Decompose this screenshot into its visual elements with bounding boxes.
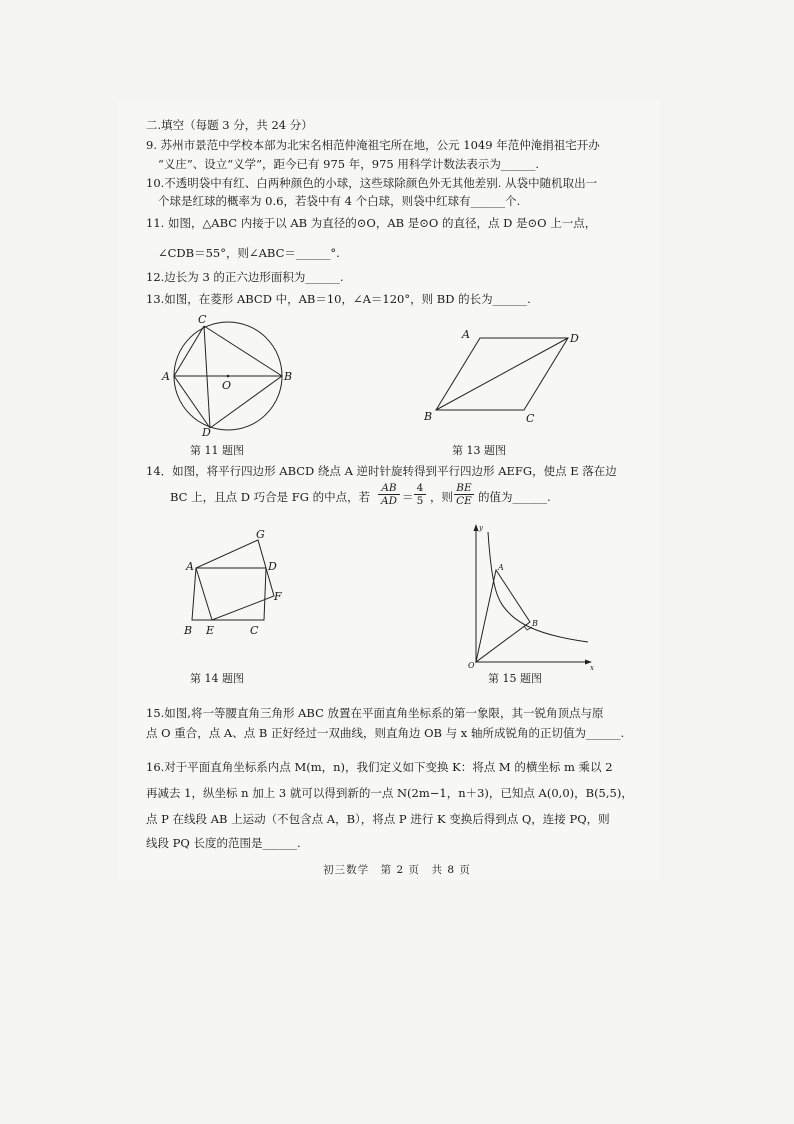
label-O: O — [468, 661, 475, 670]
section-heading: 二.填空（每题 3 分，共 24 分） — [146, 118, 313, 132]
label-D: D — [268, 560, 277, 573]
label-C: C — [198, 313, 207, 326]
q10-line2: 个球是红球的概率为 0.6，若袋中有 4 个白球，则袋中红球有______个. — [158, 194, 521, 208]
q15-line2: 点 O 重合，点 A、点 B 正好经过一双曲线，则直角边 OB 与 x 轴所成锐角的正切值为______. — [146, 726, 625, 740]
q14-fraction-4-5 — [414, 482, 426, 507]
q14-mid: ，则 — [430, 490, 453, 504]
fig11-caption: 第 11 题图 — [190, 444, 244, 457]
label-A: A — [498, 563, 504, 572]
q15-line1: 15.如图,将一等腰直角三角形 ABC 放置在平面直角坐标系的第一象限，其一锐角顶点与原 — [146, 706, 604, 720]
segment-cb — [204, 326, 282, 376]
fig14-caption: 第 14 题图 — [190, 672, 244, 685]
label-O: O — [222, 379, 232, 392]
segment-ad — [174, 376, 210, 428]
q14-line1: 14．如图，将平行四边形 ABCD 绕点 A 逆时针旋转得到平行四边形 AEFG，使点 E 落在边 — [146, 464, 617, 478]
figure-13 — [420, 326, 590, 426]
frac2-num: 4 — [416, 482, 424, 494]
q11-line2: ∠CDB＝55°，则∠ABC＝______°. — [158, 246, 340, 260]
frac1-den: AD — [378, 494, 400, 507]
q11-line1: 11. 如图，△ABC 内接于以 AB 为直径的⊙O，AB 是⊙O 的直径，点 D 是⊙O 上一点， — [146, 216, 597, 230]
q9-line2: “义庄”、设立“义学”，距今已有 975 年，975 用科学计数法表示为______. — [158, 157, 540, 171]
q14-eq: ＝ — [402, 490, 414, 504]
label-x: x — [590, 664, 594, 672]
label-F: F — [274, 590, 282, 603]
q16-line1: 16.对于平面直角坐标系内点 M(m，n)，我们定义如下变换 K：将点 M 的横坐标 m 乘以 2 — [146, 760, 613, 774]
frac1-num: AB — [381, 482, 397, 494]
parallelogram-abcd — [192, 568, 266, 620]
q12-line1: 12.边长为 3 的正六边形面积为______. — [146, 270, 344, 284]
label-B: B — [284, 370, 293, 383]
label-B: B — [532, 619, 538, 628]
label-D: D — [202, 426, 211, 439]
q16-line2: 再减去 1，纵坐标 n 加上 3 就可以得到新的一点 N(2m−1，n＋3)，已知点 A(0,0)，B(5,5)， — [146, 786, 633, 800]
label-E: E — [206, 624, 215, 637]
q13-line1: 13.如图，在菱形 ABCD 中，AB＝10，∠A＝120°，则 BD 的长为______. — [146, 292, 531, 306]
label-B: B — [424, 410, 433, 423]
triangle-oab — [476, 570, 530, 662]
fig15-caption: 第 15 题图 — [488, 672, 542, 685]
label-B: B — [184, 624, 193, 637]
segment-ac — [174, 326, 204, 376]
page-footer: 初三数学 第 2 页 共 8 页 — [323, 864, 471, 876]
frac3-num: BE — [456, 482, 472, 494]
q14-line2-post: 的值为______. — [478, 490, 551, 504]
q14-fraction-ab-ad — [378, 482, 400, 507]
hyperbola — [488, 532, 588, 642]
q16-line3: 点 P 在线段 AB 上运动（不包含点 A，B），将点 P 进行 K 变换后得到点 Q，连接 PQ，则 — [146, 812, 610, 826]
q9-line1: 9. 苏州市景范中学校本部为北宋名相范仲淹祖宅所在地，公元 1049 年范仲淹捐祖宅开办 — [146, 138, 600, 152]
label-A: A — [162, 370, 170, 383]
parallelogram-aefg — [196, 540, 274, 620]
label-A: A — [186, 560, 194, 573]
label-C: C — [250, 624, 259, 637]
q16-line4: 线段 PQ 长度的范围是______. — [146, 836, 301, 850]
label-y: y — [479, 524, 483, 532]
segment-db — [210, 376, 282, 428]
q10-line1: 10.不透明袋中有红、白两种颜色的小球，这些球除颜色外无其他差别. 从袋中随机取出一 — [146, 176, 598, 190]
label-G: G — [256, 528, 265, 541]
figure-11 — [160, 312, 300, 437]
figure-15 — [464, 522, 604, 670]
fig13-caption: 第 13 题图 — [452, 444, 506, 457]
q14-line2-pre: BC 上，且点 D 巧合是 FG 的中点，若 — [170, 490, 371, 504]
figure-14 — [182, 528, 292, 640]
frac2-den: 5 — [414, 494, 426, 507]
frac3-den: CE — [454, 494, 474, 507]
label-A: A — [462, 328, 470, 341]
y-axis-arrow — [474, 524, 479, 531]
q14-fraction-be-ce — [454, 482, 474, 507]
diagonal-bd — [436, 338, 568, 410]
label-D: D — [570, 332, 579, 345]
center-dot — [227, 375, 230, 378]
segment-cd — [204, 326, 210, 428]
label-C: C — [526, 412, 535, 425]
